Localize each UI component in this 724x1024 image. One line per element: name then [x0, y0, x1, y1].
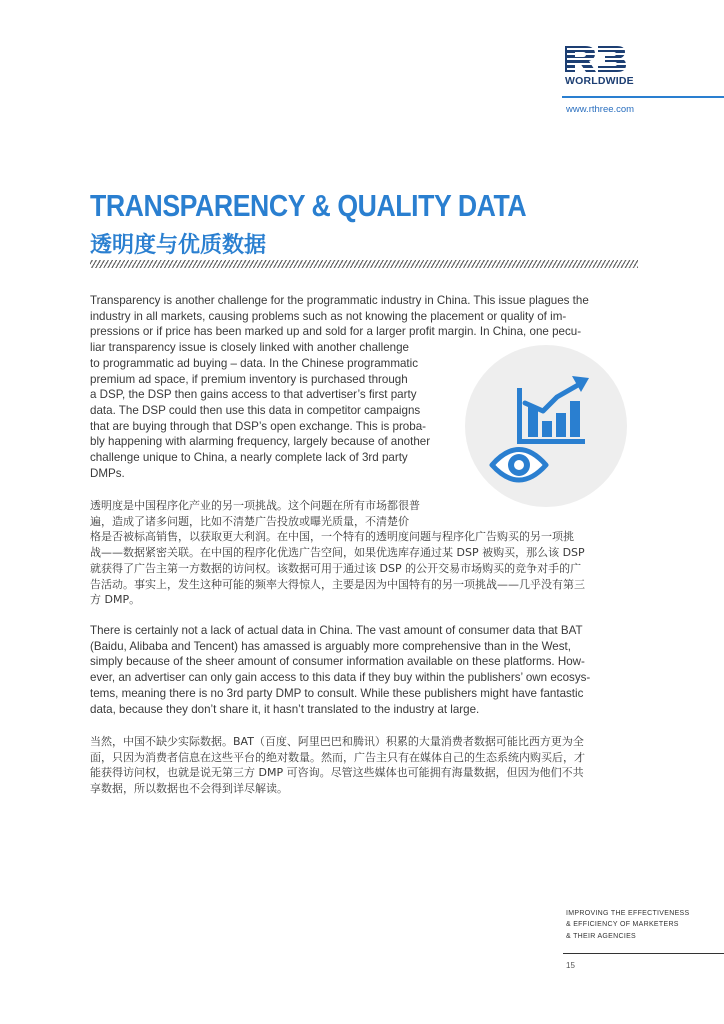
logo-wordmark: WORLDWIDE [565, 75, 634, 87]
text-line: data, because they don’t share it, it hasn’t translated to the industry at large. [90, 702, 480, 716]
text-line: 遍，造成了诸多问题，比如不清楚广告投放或曝光质量，不清楚价 [90, 514, 409, 528]
eye-icon [492, 450, 546, 481]
text-line: tems, meaning there is no 3rd party DMP to consult. While these publishers might have fantastic [90, 686, 584, 700]
text-line: 能获得访问权，也就是说无第三方 DMP 可咨询。尽管这些媒体也可能拥有海量数据，但因为他们不共 [90, 766, 584, 780]
text-line: that are buying through that DSP’s open exchange. This is proba- [90, 419, 427, 433]
page-title-english: TRANSPARENCY & QUALITY DATA [90, 188, 527, 223]
text-line: 战——数据紧密关联。在中国的程序化优选广告空间，如果优选库存通过某 DSP 被购买，那么该 DSP [90, 546, 585, 560]
text-line: 方 DMP。 [90, 593, 141, 607]
text-line: bly happening with alarming frequency, largely because of another [90, 435, 431, 449]
title-hatch-divider [90, 260, 638, 268]
text-line: 就获得了广告主第一方数据的访问权。该数据可用于通过该 DSP 的公开交易市场购买的竞争对手的广 [90, 561, 582, 575]
text-line: challenge unique to China, a nearly complete lack of 3rd party [90, 451, 408, 465]
footer-line: & THEIR AGENCIES [566, 932, 637, 940]
text-line: liar transparency issue is closely linked with another challenge [90, 341, 409, 355]
page-number: 15 [566, 961, 575, 970]
text-line: 告活动。事实上，发生这种可能的频率大得惊人，主要是因为中国特有的另一项挑战——几乎没有第三 [90, 577, 585, 591]
text-line: 当然，中国不缺少实际数据。BAT（百度、阿里巴巴和腾讯）积累的大量消费者数据可能比西方更为全 [90, 735, 584, 748]
footer-tagline [566, 908, 690, 942]
text-line: There is certainly not a lack of actual data in China. The vast amount of consumer data that BAT [90, 624, 583, 637]
text-line: simply because of the sheer amount of consumer information available on these platforms. How- [90, 655, 585, 669]
text-line: pressions or if price has been marked up and sold for a larger profit margin. In China, one pecu- [90, 325, 582, 339]
r3-logo [565, 44, 643, 87]
text-line: ever, an advertiser can only gain access to this data if they buy within the publishers’ own ecosys- [90, 671, 591, 685]
header-divider [562, 96, 724, 98]
footer-line: IMPROVING THE EFFECTIVENESS [566, 910, 690, 917]
text-line: to programmatic ad buying – data. In the Chinese programmatic [90, 356, 419, 370]
text-line: 格是否被标高销售，以获取更大利润。在中国，一个特有的透明度问题与程序化广告购买的另一项挑 [90, 530, 574, 544]
footer-divider [563, 953, 724, 954]
text-line: DMPs. [90, 466, 125, 480]
footer-line: & EFFICIENCY OF MARKETERS [566, 921, 679, 929]
paragraph-english-2 [90, 623, 590, 717]
text-line: 面，只因为消费者信息在这些平台的绝对数量。然而，广告主只有在媒体自己的生态系统内购买后，才 [90, 750, 585, 764]
paragraph-chinese-2 [90, 734, 585, 797]
text-line: data. The DSP could then use this data in competitor campaigns [90, 403, 421, 417]
text-line: Transparency is another challenge for the programmatic industry in China. This issue plagues the [90, 294, 589, 307]
text-line: premium ad space, if premium inventory is purchased through [90, 372, 408, 386]
page-title-chinese: 透明度与优质数据 [90, 233, 267, 258]
text-line: a DSP, the DSP then gains access to that advertiser’s first party [90, 388, 417, 402]
paragraph-chinese-1 [90, 498, 585, 608]
r3-logo-mark [565, 44, 643, 74]
data-analytics-illustration [465, 345, 627, 507]
text-line: 透明度是中国程序化产业的另一项挑战。这个问题在所有市场都很普 [90, 499, 420, 512]
website-link[interactable]: www.rthree.com [566, 104, 635, 115]
text-line: industry in all markets, causing problems such as not knowing the placement or quality of im- [90, 309, 567, 323]
text-line: 享数据，所以数据也不会得到详尽解读。 [90, 782, 288, 796]
text-line: (Baidu, Alibaba and Tencent) has amassed is arguably more comprehensive than in the West, [90, 639, 571, 653]
